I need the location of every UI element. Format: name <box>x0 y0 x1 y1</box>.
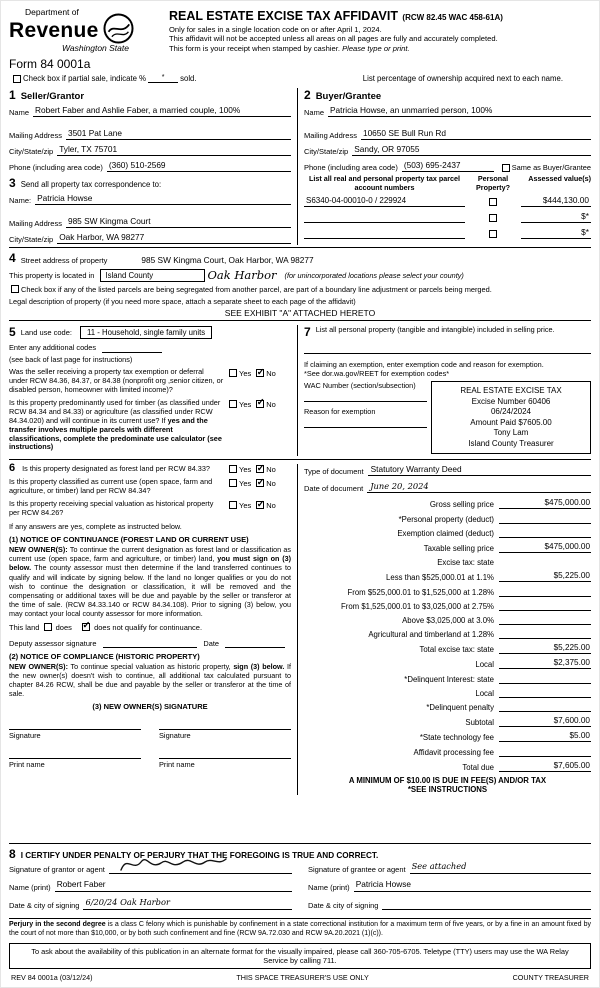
land-use-label: Land use code: <box>20 327 72 337</box>
assessed-value-field[interactable]: $* <box>521 227 591 239</box>
deputy-date-label: Date <box>203 638 219 648</box>
financial-label: *State technology fee <box>419 733 494 743</box>
seller-address-field[interactable]: 3501 Pat Lane <box>66 128 291 140</box>
street-address-field[interactable]: 985 SW Kingma Court, Oak Harbor, WA 98277 <box>141 255 314 266</box>
dor-logo <box>9 7 161 53</box>
financial-label: From $1,525,000.01 to $3,025,000 at 2.75% <box>340 601 494 611</box>
seller-phone-field[interactable]: (360) 510-2569 <box>107 160 291 172</box>
section-5-number: 5 <box>9 325 16 340</box>
agency-dept-label: Department of <box>25 7 79 17</box>
sections-1-2-3 <box>9 88 591 245</box>
parcel-number-field[interactable] <box>304 228 465 239</box>
does-label: does <box>55 622 72 632</box>
if-yes-note: If any answers are yes, complete as instructed below. <box>9 522 182 531</box>
grantee-date-field[interactable] <box>382 897 591 910</box>
print-name-label: Print name <box>9 760 45 770</box>
section-2-title: Buyer/Grantee <box>315 91 382 103</box>
stamp-line: Excise Number 60406 <box>471 396 551 406</box>
financial-label: Less than $525,000.01 at 1.1% <box>386 573 494 583</box>
s5q2-no-checkbox[interactable] <box>256 400 264 408</box>
grantor-name-field[interactable]: Robert Faber <box>55 879 292 892</box>
agency-name-label: Revenue <box>9 19 99 42</box>
minimum-due-note: A MINIMUM OF $10.00 IS DUE IN FEE(S) AND/OR TAX *SEE INSTRUCTIONS <box>348 775 547 795</box>
doc-date-label: Date of document <box>304 484 364 494</box>
doc-type-label: Type of document <box>304 467 364 477</box>
partial-sale-label: Check box if partial sale, indicate % <box>23 74 147 84</box>
deputy-signature-label: Deputy assessor signature <box>9 638 97 648</box>
parcel-number-field[interactable]: S6340-04-00010-0 / 229924 <box>304 195 465 207</box>
seller-city-label: City/State/zip <box>9 147 54 157</box>
financial-value[interactable] <box>499 629 591 639</box>
question-row: Is this property classified as current use (open space, farm and agriculture, or timber) land per RCW 84.34? Yes ✓ No <box>9 478 291 496</box>
section-3-label: Send all property tax correspondence to: <box>20 180 162 190</box>
correspondence-name-label: Name: <box>9 196 32 206</box>
county-handwritten: Oak Harbor <box>207 268 277 283</box>
perjury-notice: Perjury in the second degree is a class C felony which is punishable by confinement in a state correctional institution for a maximum term of five years, or by a fine in an amount fixed by the court of not more than $10,000, or by both such confinement and fine (RCW 9A.72.030 and RCW 9A.20.2021 (1)(c)). <box>9 918 591 939</box>
s6-question-1: Is this property designated as forest land per RCW 84.33? <box>22 464 210 474</box>
parcel-table <box>304 175 591 239</box>
grantor-name-label: Name (print) <box>9 883 51 892</box>
financial-value[interactable] <box>499 702 591 712</box>
see-back-note: (see back of last page for instructions) <box>9 355 133 365</box>
print-name-label: Print name <box>159 760 195 770</box>
bottom-row <box>9 972 591 983</box>
grantor-signature-field[interactable] <box>109 861 292 874</box>
county-treasurer-label: COUNTY TREASURER <box>512 973 589 982</box>
dor-seal-icon <box>102 12 135 45</box>
unincorporated-note: (for unincorporated locations please select your county) <box>284 270 464 280</box>
financial-label: Agricultural and timberland at 1.28% <box>368 630 494 640</box>
header-note-2: This affidavit will not be accepted unless all areas on all pages are fully and accurately completed. <box>169 34 498 44</box>
financial-value[interactable]: $7,600.00 <box>499 716 591 727</box>
buyer-phone-label: Phone (including area code) <box>304 163 398 173</box>
sections-5-7 <box>9 325 591 456</box>
seller-name-field[interactable]: Robert Faber and Ashlie Faber, a married couple, 100% <box>33 105 291 117</box>
certify-statement: I CERTIFY UNDER PENALTY OF PERJURY THAT THE FOREGOING IS TRUE AND CORRECT. <box>20 851 379 860</box>
financial-value[interactable] <box>499 747 591 757</box>
deputy-date-field[interactable] <box>225 638 285 648</box>
financial-label: *Delinquent Interest: state <box>404 674 494 684</box>
section-7-number: 7 <box>304 325 311 340</box>
s5-question-2: Is this property predominantly used for timber (as classified under RCW 84.34 and 84.33) or agriculture (as classified under RCW 84.34.020) and will continue in its current use? If yes and the transfer involves multiple parcels with different classifications, complete the predominate use calculator (see instructions) <box>9 397 222 452</box>
sections-6-financial <box>9 459 591 795</box>
parcel2-personal-checkbox[interactable] <box>489 214 497 222</box>
correspondence-address-field[interactable]: 985 SW Kingma Court <box>66 216 291 228</box>
financial-value[interactable]: $5,225.00 <box>499 643 591 654</box>
financial-label: Affidavit processing fee <box>413 747 494 757</box>
doc-type-row <box>304 464 591 476</box>
buyer-name-field[interactable]: Patricia Howse, an unmarried person, 100% <box>328 105 591 117</box>
grantee-signature-field[interactable]: See attached <box>410 861 591 874</box>
header-note-3: This form is your receipt when stamped by cashier. Please type or print. <box>169 43 410 53</box>
section-1-number: 1 <box>9 88 16 103</box>
correspondence-name-field[interactable]: Patricia Howse <box>35 193 291 205</box>
correspondence-address-label: Mailing Address <box>9 219 62 229</box>
financial-value <box>499 557 591 567</box>
exemption-note-2: *See dor.wa.gov/REET for exemption codes* <box>304 369 450 379</box>
stamp-line: Tony Lam <box>493 428 529 438</box>
financial-value[interactable]: $475,000.00 <box>499 542 591 553</box>
financial-value[interactable] <box>499 601 591 611</box>
accessibility-notice: To ask about the availability of this publication in an alternate format for the visually impaired, please call 360-705-6705. Teletype (TTY) users may use the WA Relay Service by calling 711. <box>9 943 591 969</box>
financial-label: *Personal property (deduct) <box>398 514 494 524</box>
personal-property-field[interactable] <box>304 343 591 354</box>
header-note-1: Only for sales in a single location code on or after April 1, 2024. <box>169 25 382 34</box>
grantee-signature-label: Signature of grantee or agent <box>308 865 406 874</box>
grantee-name-field[interactable]: Patricia Howse <box>354 879 591 892</box>
legal-description-label: Legal description of property (if you need more space, attach a separate sheet to each page of the affidavit) <box>9 297 356 307</box>
grantee-name-label: Name (print) <box>308 883 350 892</box>
wac-number-label: WAC Number (section/subsection) <box>304 381 416 391</box>
financial-label: Exemption claimed (deduct) <box>397 528 494 538</box>
same-as-buyer-label: Same as Buyer/Grantee <box>511 163 591 173</box>
parcel-row <box>304 211 591 223</box>
new-owner-signature-field[interactable] <box>9 717 141 730</box>
seller-phone-label: Phone (including area code) <box>9 163 103 173</box>
parcel-number-field[interactable] <box>304 212 465 223</box>
assessed-value-field[interactable]: $* <box>521 211 591 223</box>
financial-label: Total excise tax: state <box>419 645 494 655</box>
financial-label: Local <box>475 688 494 698</box>
s5-question-1: Was the seller receiving a property tax exemption or deferral under RCW 84.36, 84.37, or 84.38 (nonprofit org ,senior citizen, or disabled person, homeowner with limited income)? <box>9 367 224 395</box>
s5q1-no-checkbox[interactable] <box>256 369 264 377</box>
parcel-col-header: List all real and personal property tax parcel account numbers <box>309 174 460 192</box>
seller-name-label: Name <box>9 108 30 118</box>
street-address-label: Street address of property <box>20 256 108 266</box>
stamp-line: 06/24/2024 <box>490 407 532 417</box>
deputy-signature-field[interactable] <box>103 638 198 648</box>
segregated-checkbox[interactable] <box>11 285 19 293</box>
new-owner-signatures <box>9 717 291 775</box>
parcel-row <box>304 195 591 207</box>
seller-city-field[interactable]: Tyler, TX 75701 <box>57 144 291 156</box>
new-owner-printname-field[interactable] <box>9 746 141 759</box>
section-1-title: Seller/Grantor <box>20 91 85 103</box>
partial-sold-label: sold. <box>180 74 197 84</box>
doc-date-row <box>304 481 591 493</box>
s5q2-yes-checkbox[interactable] <box>229 400 237 408</box>
grantor-signature-scribble-icon <box>119 853 229 875</box>
buyer-address-label: Mailing Address <box>304 131 357 141</box>
notice-2-body: NEW OWNER(S): To continue special valuation as historic property, sign (3) below. If the new owner(s) doesn't wish to continue, all additional tax calculated pursuant to chapter 84.26 RCW, shall be due and payable by the seller or transferor at the time of sale. <box>9 661 291 699</box>
s6-question-3: Is this property receiving special valuation as historical property per RCW 84.26? <box>9 499 214 518</box>
additional-codes-label: Enter any additional codes <box>9 343 97 353</box>
additional-codes-field[interactable] <box>102 343 162 353</box>
section-4-number: 4 <box>9 251 16 266</box>
deputy-assessor-row <box>9 638 291 648</box>
segregated-label: Check box if any of the listed parcels are being segregated from another parcel, are part of a boundary line adjustment or parcels being merged. <box>21 285 492 295</box>
buyer-city-field[interactable]: Sandy, OR 97055 <box>352 144 591 156</box>
financial-label: Subtotal <box>465 718 494 728</box>
header <box>9 7 591 53</box>
financial-value[interactable] <box>499 688 591 698</box>
section-8-number: 8 <box>9 847 16 861</box>
notice-2-title: (2) NOTICE OF COMPLIANCE (HISTORIC PROPERTY) <box>9 651 200 661</box>
reason-exemption-label: Reason for exemption <box>304 407 376 417</box>
financial-label: Excise tax: state <box>437 558 494 568</box>
financial-label: Local <box>475 660 494 670</box>
parcel1-personal-checkbox[interactable] <box>489 198 497 206</box>
financial-value[interactable]: $475,000.00 <box>499 498 591 509</box>
located-in-label: This property is located in <box>9 270 95 280</box>
section-2-number: 2 <box>304 88 311 103</box>
parcel3-personal-checkbox[interactable] <box>489 230 497 238</box>
buyer-name-label: Name <box>304 108 325 118</box>
stamp-line: REAL ESTATE EXCISE TAX <box>460 386 562 396</box>
signature-label: Signature <box>9 731 41 741</box>
question-row: Was the seller receiving a property tax exemption or deferral under RCW 84.36, 84.37, or 84.38 (nonprofit org ,senior citizen, or disabled person, homeowner with limited income)? Yes ✓ No <box>9 368 291 395</box>
notice-1-title: (1) NOTICE OF CONTINUANCE (FOREST LAND OR CURRENT USE) <box>9 535 249 544</box>
financial-label: Above $3,025,000 at 3.0% <box>402 615 494 625</box>
question-row: 6 Is this property designated as forest land per RCW 84.33? Yes ✓ No <box>9 464 291 474</box>
form-title: REAL ESTATE EXCISE TAX AFFIDAVIT <box>169 9 398 23</box>
grantee-date-label: Date & city of signing <box>308 901 379 910</box>
s6-question-2: Is this property classified as current use (open space, farm and agriculture, or timber) land per RCW 84.34? <box>9 477 213 496</box>
financial-value[interactable] <box>499 674 591 684</box>
stamp-line: Island County Treasurer <box>468 438 554 448</box>
land-use-select[interactable]: 11 - Household, single family units <box>80 326 212 339</box>
section-3-number: 3 <box>9 176 16 191</box>
treasurer-space-label: THIS SPACE TREASURER'S USE ONLY <box>236 973 369 982</box>
rev-number: REV 84 0001a (03/12/24) <box>11 973 93 982</box>
section-6-number: 6 <box>9 462 16 475</box>
personal-property-label: List all personal property (tangible and intangible) included in selling price. <box>315 325 555 335</box>
ownership-note: List percentage of ownership acquired next to each name. <box>362 74 563 84</box>
seller-address-label: Mailing Address <box>9 131 62 141</box>
financial-value[interactable]: $7,605.00 <box>499 761 591 772</box>
assessed-value-field[interactable]: $444,130.00 <box>521 195 591 207</box>
s6q1-yes-checkbox[interactable] <box>229 465 237 473</box>
this-land-label: This land <box>9 622 40 632</box>
financial-value[interactable]: $2,375.00 <box>499 658 591 669</box>
exemption-note-1: If claiming an exemption, enter exemption code and reason for exemption. <box>304 360 544 370</box>
grantor-signature-label: Signature of grantor or agent <box>9 865 105 874</box>
parcel-row <box>304 227 591 239</box>
buyer-phone-field[interactable]: (503) 695-2437 <box>402 160 494 172</box>
buyer-city-label: City/State/zip <box>304 147 349 157</box>
grantor-date-label: Date & city of signing <box>9 901 80 910</box>
financial-label: Total due <box>462 762 494 772</box>
buyer-address-field[interactable]: 10650 SE Bull Run Rd <box>361 128 591 140</box>
form-title-rcw: (RCW 82.45 WAC 458-61A) <box>402 13 503 22</box>
financial-label: *Delinquent penalty <box>426 703 494 712</box>
partial-sale-checkbox[interactable] <box>13 75 21 83</box>
reason-exemption-field[interactable] <box>304 418 427 428</box>
section-4 <box>9 247 591 321</box>
s6q3-yes-checkbox[interactable] <box>229 501 237 509</box>
s6q2-yes-checkbox[interactable] <box>229 479 237 487</box>
personal-property-col-header: Personal Property? <box>476 174 510 192</box>
s6q1-no-checkbox[interactable] <box>256 465 264 473</box>
stamp-line: Amount Paid $7605.00 <box>470 417 552 427</box>
financial-label: From $525,000.01 to $1,525,000 at 1.28% <box>347 587 494 597</box>
s6q2-no-checkbox[interactable] <box>256 479 264 487</box>
s5q1-yes-checkbox[interactable] <box>229 369 237 377</box>
notice-3-title: (3) NEW OWNER(S) SIGNATURE <box>92 702 208 712</box>
agency-state-label: Washington State <box>62 43 129 53</box>
financial-value[interactable] <box>499 587 591 597</box>
financial-table <box>304 498 591 771</box>
wac-number-field[interactable] <box>304 392 427 402</box>
notice-1-body: NEW OWNER(S): To continue the current designation as forest land or classification as current use (open space, farm and agriculture, or timber) land, you must sign on (3) below. The county assessor must then determine if the land transferred continues to qualify and will indicate by signing below. If the land no longer qualifies or you do not wish to continue the designation or classification, it will be removed and the compensating or additional taxes will be due and payable by the seller or transferor at the time of sale. (RCW 84.33.140 or RCW 84.34.108). Prior to signing (3) below, you may contact your local county assessor for more information. <box>9 545 292 619</box>
partial-sale-row <box>11 74 591 83</box>
question-row: Is this property receiving special valuation as historical property per RCW 84.26? Yes ✓ No <box>9 500 291 518</box>
does-not-label: does not qualify for continuance. <box>94 622 203 632</box>
same-as-buyer-group <box>500 163 591 172</box>
county-select[interactable]: Island County <box>100 269 205 282</box>
financial-value[interactable] <box>499 615 591 625</box>
doc-type-field[interactable]: Statutory Warranty Deed <box>368 464 591 476</box>
land-does-checkbox[interactable] <box>44 623 52 631</box>
form-number: Form 84 0001a <box>9 57 91 72</box>
assessed-value-col-header: Assessed value(s) <box>528 174 591 184</box>
question-row: Is this property predominantly used for timber (as classified under RCW 84.34 and 84.33) or agriculture (as classified under RCW 84.34.020) and will continue in its current use? If yes and the transfer involves multiple parcels with different classifications, complete the predominate use calculator (see instructions) Yes ✓ No <box>9 399 291 452</box>
partial-percent-field[interactable]: * <box>148 74 178 83</box>
same-as-buyer-checkbox[interactable] <box>502 164 510 172</box>
new-owner-signature-field[interactable] <box>159 717 291 730</box>
grantor-date-field[interactable]: 6/20/24 Oak Harbor <box>83 897 292 910</box>
financial-value[interactable]: $5.00 <box>499 731 591 742</box>
s6q3-no-checkbox[interactable] <box>256 501 264 509</box>
correspondence-city-label: City/State/zip <box>9 235 54 245</box>
section-8 <box>9 843 591 915</box>
new-owner-printname-field[interactable] <box>159 746 291 759</box>
land-qualify-row <box>9 623 291 632</box>
doc-date-field[interactable]: June 20, 2024 <box>367 481 591 493</box>
financial-label: Taxable selling price <box>423 543 494 553</box>
signature-label: Signature <box>159 731 191 741</box>
financial-value[interactable] <box>499 514 591 524</box>
financial-value[interactable]: $5,225.00 <box>499 571 591 582</box>
legal-description-field[interactable]: SEE EXHIBIT "A" ATTACHED HERETO <box>9 307 591 321</box>
treasurer-stamp <box>431 381 591 454</box>
correspondence-city-field[interactable]: Oak Harbor, WA 98277 <box>57 232 291 244</box>
title-block <box>161 7 591 53</box>
financial-label: Gross selling price <box>429 500 494 510</box>
land-does-not-checkbox[interactable] <box>82 623 90 631</box>
financial-value[interactable] <box>499 528 591 538</box>
